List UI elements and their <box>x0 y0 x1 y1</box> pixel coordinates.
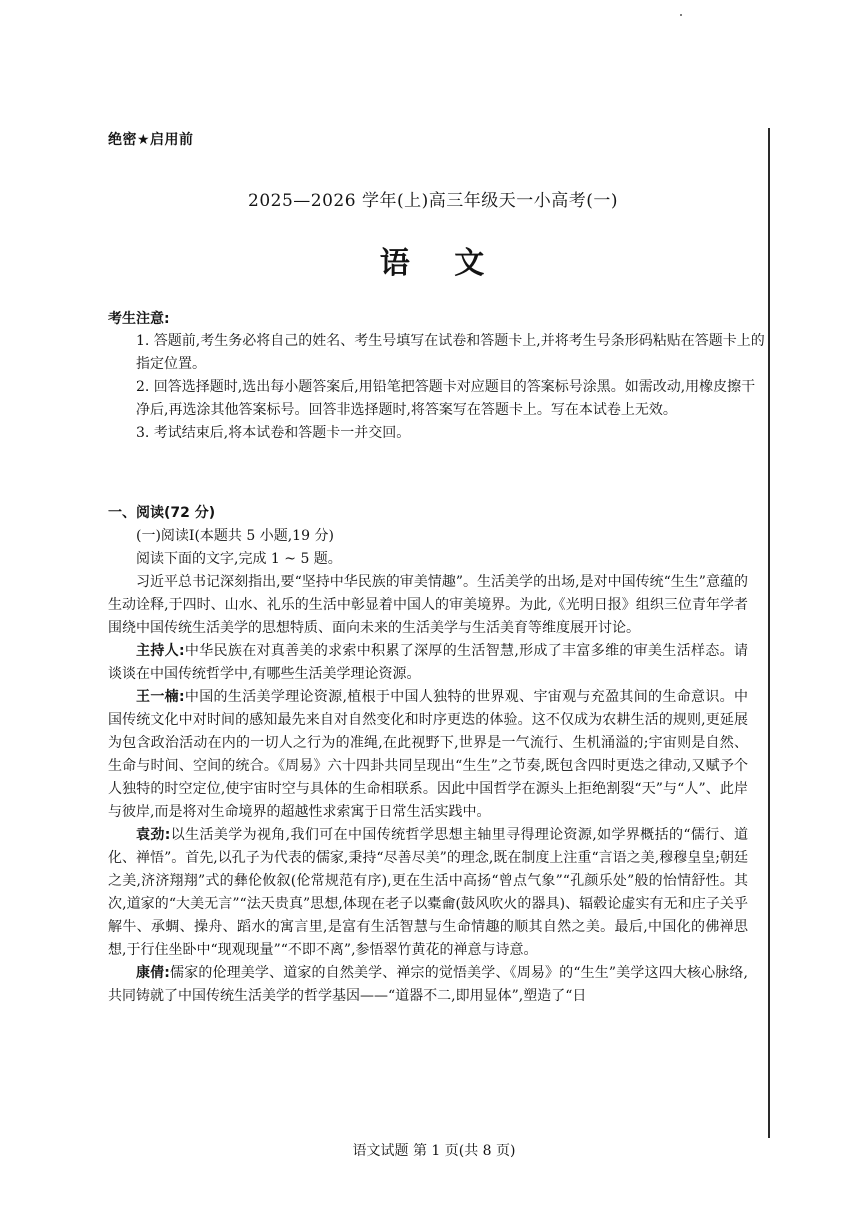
dialogue-paragraph-kang <box>108 962 748 1008</box>
section-heading: 一、阅读(72 分) <box>108 505 216 521</box>
dialogue-paragraph-host <box>108 640 748 686</box>
notice-list <box>136 330 766 445</box>
speaker-text: 儒家的伦理美学、道家的自然美学、禅宗的觉悟美学、《周易》的“生生”美学这四大核心脉络,共同铸就了中国传统生活美学的哲学基因——“道器不二,即用显体”,塑造了“日 <box>108 965 748 1004</box>
sub-section-heading: (一)阅读Ⅰ(本题共 5 小题,19 分) <box>136 528 334 544</box>
speaker-text: 中国的生活美学理论资源,植根于中国人独特的世界观、宇宙观与充盈其间的生命意识。中国传统文化中对时间的感知最先来自对自然变化和时序更迭的体验。这不仅成为农耕生活的规则,更延展为包含政治活动在内的一切人之行为的准绳,在此视野下,世界是一气流行、生机涌溢的;宇宙则是自然、生命与时间、空间的统合。《周易》六十四卦共同呈现出“生生”之节奏,既包含四时更迭之律动,又赋予个人独特的时空定位,使宇宙时空与具体的生命相联系。因此中国哲学在源头上拒绝割裂“天”与“人”、此岸与彼岸,而是将对生命境界的超越性求索寓于日常生活实践中。 <box>108 689 748 820</box>
binding-margin-line <box>768 128 770 1138</box>
reading-section <box>108 502 748 1008</box>
speaker-name: 袁劲: <box>136 827 171 843</box>
dialogue-paragraph-wang <box>108 686 748 824</box>
notice-item-1: 1. 答题前,考生务必将自己的姓名、考生号填写在试卷和答题卡上,并将考生号条形码粘贴在答题卡上的指定位置。 <box>136 333 765 372</box>
dialogue-paragraph-yuan <box>108 824 748 962</box>
speaker-text: 以生活美学为视角,我们可在中国传统哲学思想主轴里寻得理论资源,如学界概括的“儒行、道化、禅悟”。首先,以孔子为代表的儒家,秉持“尽善尽美”的理念,既在制度上注重“言语之美,穆穆皇皇;朝廷之美,济济翔翔”式的彝伦攸叙(伦常规范有序),更在生活中高扬“曾点气象”“孔颜乐处”般的怡情舒性。其次,道家的“大美无言”“法天贵真”思想,体现在老子以橐龠(鼓风吹火的器具)、辐毂论虚实有无和庄子关乎解牛、承蜩、操舟、蹈水的寓言里,是富有生活智慧与生命情趣的顺其自然之美。最后,中国化的佛禅思想,于行住坐卧中“现观现量”“不即不离”,参悟翠竹黄花的禅意与诗意。 <box>108 827 748 958</box>
notice-item-3: 3. 考试结束后,将本试卷和答题卡一并交回。 <box>136 425 411 441</box>
speaker-name: 主持人: <box>136 643 185 659</box>
notice-heading: 考生注意: <box>108 311 170 327</box>
page-footer: 语文试题 第 1 页(共 8 页) <box>352 1143 516 1159</box>
intro-paragraph: 习近平总书记深刻指出,要“坚持中华民族的审美情趣”。生活美学的出场,是对中国传统“生生”意蕴的生动诠释,于四时、山水、礼乐的生活中彰显着中国人的审美境界。为此,《光明日报》组织三位青年学者围绕中国传统生活美学的思想特质、面向未来的生活美学与生活美育等维度展开讨论。 <box>108 574 748 636</box>
speaker-name: 王一楠: <box>136 689 185 705</box>
secret-mark: 绝密★启用前 <box>108 132 194 148</box>
speaker-text: 中华民族在对真善美的求索中积累了深厚的生活智慧,形成了丰富多维的审美生活样态。请谈谈在中国传统哲学中,有哪些生活美学理论资源。 <box>108 643 748 682</box>
speaker-name: 康倩: <box>136 965 170 981</box>
exam-title: 2025—2026 学年(上)高三年级天一小高考(一) <box>248 191 618 211</box>
scan-speck <box>680 14 682 16</box>
notice-item-2: 2. 回答选择题时,选出每小题答案后,用铅笔把答题卡对应题目的答案标号涂黑。如需改动,用橡皮擦干净后,再选涂其他答案标号。回答非选择题时,将答案写在答题卡上。写在本试卷上无效。 <box>136 379 756 418</box>
subject-title: 语 文 <box>379 246 487 281</box>
reading-instruction: 阅读下面的文字,完成 1 ~ 5 题。 <box>136 551 342 567</box>
